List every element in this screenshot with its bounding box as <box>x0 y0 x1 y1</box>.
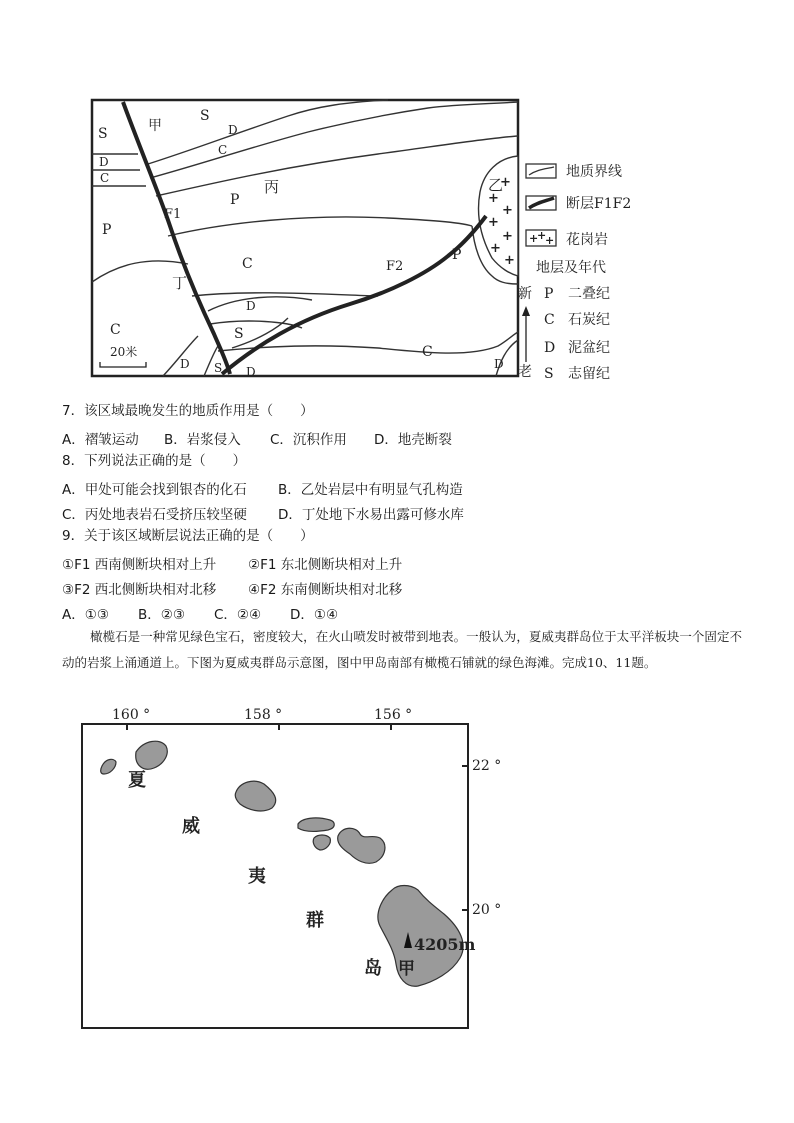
q7-option-a[interactable]: A．褶皱运动 <box>62 432 139 448</box>
island-label-jia: 甲 <box>398 959 415 979</box>
svg-text:+: + <box>490 241 501 256</box>
svg-text:泥盆纪: 泥盆纪 <box>568 340 610 356</box>
label-P: P <box>102 222 112 238</box>
q9-option-c[interactable]: C．②④ <box>214 607 262 623</box>
label-D: D <box>246 365 256 379</box>
svg-text:D: D <box>544 340 556 356</box>
question-8-options-row1 <box>62 478 463 498</box>
label-bing: 丙 <box>264 178 280 196</box>
q8-option-d[interactable]: D．丁处地下水易出露可修水库 <box>278 507 464 523</box>
label-f2: F2 <box>386 259 404 274</box>
svg-text:志留纪: 志留纪 <box>568 366 610 382</box>
q8-option-c[interactable]: C．丙处地表岩石受挤压较坚硬 <box>62 507 247 523</box>
question-8-stem: 8．下列说法正确的是（ ） <box>62 453 247 469</box>
lat-label: 22 ° <box>472 758 502 774</box>
label-D: D <box>180 357 190 371</box>
svg-text:+: + <box>545 234 555 247</box>
svg-text:+: + <box>488 191 499 206</box>
question-9-statements-row1 <box>62 553 402 573</box>
q8-option-b[interactable]: B．乙处岩层中有明显气孔构造 <box>278 482 463 498</box>
question-9-options <box>62 603 338 623</box>
q9-option-a[interactable]: A．①③ <box>62 607 109 623</box>
svg-text:岛: 岛 <box>364 958 382 979</box>
lon-label: 156 ° <box>374 707 413 723</box>
question-9-stem: 9．关于该区域断层说法正确的是（ ） <box>62 528 314 544</box>
svg-text:石炭纪: 石炭纪 <box>568 312 610 328</box>
q9-statement-1: ①F1 西南侧断块相对上升 <box>62 557 217 573</box>
label-ding: 丁 <box>172 274 188 292</box>
legend-new: 新 <box>518 286 532 302</box>
lat-label: 20 ° <box>472 902 502 918</box>
question-7-options <box>62 428 452 448</box>
q9-statement-4: ④F2 东南侧断块相对北移 <box>248 582 403 598</box>
svg-text:+: + <box>504 253 515 268</box>
q9-option-d[interactable]: D．①④ <box>290 607 339 623</box>
svg-text:+: + <box>488 215 499 230</box>
svg-text:地层及年代: 地层及年代 <box>536 260 606 276</box>
label-C: C <box>218 143 228 157</box>
peak-label: 4205m <box>414 935 476 954</box>
passage-text: 橄榄石是一种常见绿色宝石，密度较大，在火山喷发时被带到地表。一般认为，夏威夷群岛位于太平洋板块一个固定不动的岩浆上涌通道上。下图为夏威夷群岛示意图，图中甲岛南部有橄榄石铺就的绿色海滩。完成10、11题。 <box>62 629 742 670</box>
label-C: C <box>110 322 121 338</box>
svg-text:+: + <box>529 232 539 245</box>
svg-text:+: + <box>537 229 547 242</box>
legend-old: 老 <box>518 364 532 380</box>
svg-text:+: + <box>500 175 511 190</box>
q7-option-c[interactable]: C．沉积作用 <box>270 432 347 448</box>
label-C: C <box>242 256 253 272</box>
label-D: D <box>494 357 504 371</box>
q7-option-d[interactable]: D．地壳断裂 <box>374 432 452 448</box>
hawaii-map <box>60 700 520 1036</box>
label-f1: F1 <box>164 207 182 222</box>
svg-text:花岗岩: 花岗岩 <box>566 232 608 248</box>
legend-fault-icon <box>526 196 556 210</box>
label-S: S <box>98 126 108 142</box>
geologic-map <box>88 96 648 386</box>
svg-text:C: C <box>544 312 555 328</box>
svg-text:+: + <box>502 229 513 244</box>
label-D: D <box>246 299 256 313</box>
label-D: D <box>228 123 238 137</box>
svg-text:P: P <box>544 286 554 302</box>
svg-text:断层F1F2: 断层F1F2 <box>566 196 632 212</box>
svg-text:20米: 20米 <box>110 345 138 359</box>
question-7-stem: 7．该区域最晚发生的地质作用是（ ） <box>62 403 314 419</box>
label-S: S <box>214 361 223 375</box>
label-C: C <box>422 344 433 360</box>
label-P: P <box>452 247 462 263</box>
label-P: P <box>230 192 240 208</box>
svg-text:威: 威 <box>182 816 200 837</box>
svg-text:地质界线: 地质界线 <box>566 164 622 180</box>
reading-passage <box>62 624 742 676</box>
svg-text:二叠纪: 二叠纪 <box>568 286 610 302</box>
time-arrow-icon <box>522 306 530 362</box>
q9-statement-2: ②F1 东北侧断块相对上升 <box>248 557 403 573</box>
legend <box>518 163 631 382</box>
q8-option-a[interactable]: A．甲处可能会找到银杏的化石 <box>62 482 247 498</box>
svg-text:夏: 夏 <box>128 770 146 791</box>
lon-label: 158 ° <box>244 707 283 723</box>
svg-text:群: 群 <box>306 910 324 931</box>
label-jia: 甲 <box>148 118 162 134</box>
label-D: D <box>99 155 109 169</box>
question-8-options-row2 <box>62 503 464 523</box>
label-S: S <box>200 108 210 124</box>
label-yi: 乙 <box>488 176 504 194</box>
svg-text:S: S <box>544 366 554 382</box>
q7-option-b[interactable]: B．岩浆侵入 <box>164 432 241 448</box>
label-S: S <box>234 326 244 342</box>
svg-text:夷: 夷 <box>248 866 266 887</box>
question-9-statements-row2 <box>62 578 402 598</box>
q9-statement-3: ③F2 西北侧断块相对北移 <box>62 582 217 598</box>
lon-label: 160 ° <box>112 707 151 723</box>
svg-text:+: + <box>502 203 513 218</box>
island-molokai <box>298 818 334 831</box>
legend-boundary-icon <box>526 164 556 178</box>
q9-option-b[interactable]: B．②③ <box>138 607 185 623</box>
map-frame <box>92 100 518 376</box>
legend-granite-icon <box>526 229 556 247</box>
label-C: C <box>100 171 110 185</box>
